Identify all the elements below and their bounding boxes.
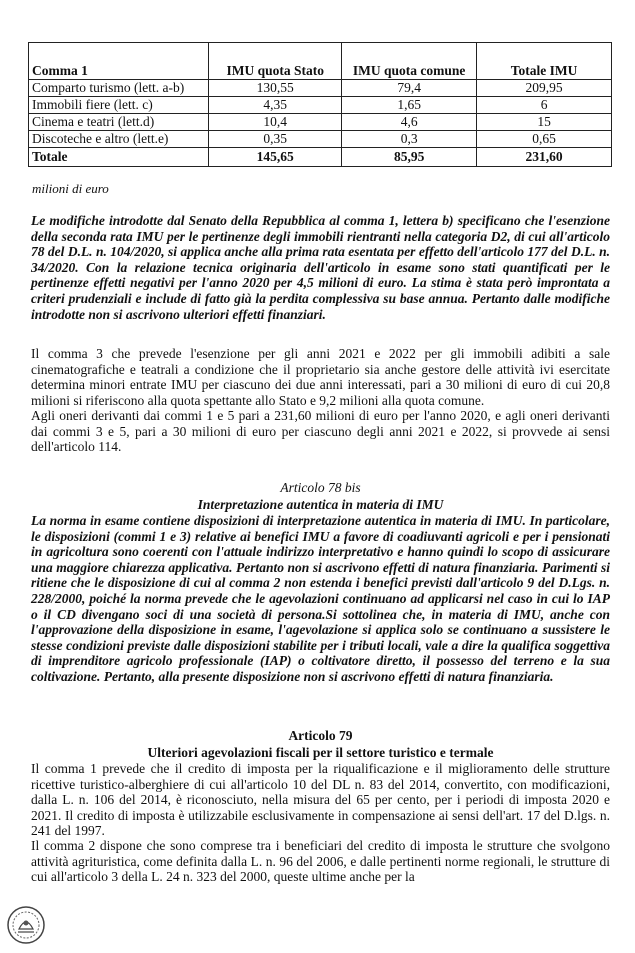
table-cell: 0,3 <box>342 131 477 148</box>
table-cell: 85,95 <box>342 148 477 167</box>
table-cell: 231,60 <box>477 148 612 167</box>
senate-amendment-paragraph: Le modifiche introdotte dal Senato della Repubblica al comma 1, lettera b) specificano che l'esenzione della seconda rata IMU per le pertinenze degli immobili rientranti nella categoria D2, di cui all'articolo 78 del D.L. n. 104/2020, si applica anche alla prima rata esentata per effetto dell'articolo 177 del D.L. n. 34/2020. Con la relazione tecnica originaria dell'articolo in esame sono stati quantificati per le pertinenze effetti negativi per l'anno 2020 per 4,5 milioni di euro. La stima è stata però improntata a criteri prudenziali e include di fatto già la perdita complessiva su base annua. Pertanto dalle modifiche introdotte non si ascrivono ulteriori effetti finanziari. <box>31 213 610 322</box>
table-cell: Immobili fiere (lett. c) <box>29 97 209 114</box>
table-cell: 0,65 <box>477 131 612 148</box>
table-cell: 6 <box>477 97 612 114</box>
table-cell: 15 <box>477 114 612 131</box>
table-row <box>29 131 612 148</box>
table-header-cell: IMU quota comune <box>342 43 477 80</box>
table-total-row <box>29 148 612 167</box>
table-row <box>29 80 612 97</box>
paragraph: Il comma 1 prevede che il credito di imposta per la riqualificazione e il miglioramento delle strutture ricettive turistico-alberghiere di cui all'articolo 10 del DL n. 83 del 2014, convertito, con modificazioni, dalla L. n. 106 del 2014, è riconosciuto, nella misura del 65 per cento, per i periodi di imposta 2020 e 2021. Il credito di imposta è utilizzabile esclusivamente in compensazione ai sensi dell'art. 17 del D.lgs. n. 241 del 1997. <box>31 761 610 839</box>
table-header-cell: Totale IMU <box>477 43 612 80</box>
imu-table <box>28 42 612 167</box>
article-79-subtitle: Ulteriori agevolazioni fiscali per il settore turistico e termale <box>147 745 494 760</box>
table-cell: 10,4 <box>209 114 342 131</box>
table-cell: Cinema e teatri (lett.d) <box>29 114 209 131</box>
table-cell: 209,95 <box>477 80 612 97</box>
table-cell: 0,35 <box>209 131 342 148</box>
paragraph: Il comma 3 che prevede l'esenzione per gli anni 2021 e 2022 per gli immobili adibiti a sale cinematografiche e teatrali a condizione che il proprietario sia anche gestore delle attività ivi esercitate determina minori entrate IMU per ciascuno dei due anni interessati, pari a 30 milioni di euro di cui 20,8 milioni si riferiscono alla quota spettante allo Stato e 9,2 milioni alla quota comune. <box>31 346 610 408</box>
table-cell: 79,4 <box>342 80 477 97</box>
table-cell: 130,55 <box>209 80 342 97</box>
paragraph: Il comma 2 dispone che sono comprese tra i beneficiari del credito di imposta le strutture che svolgono attività agrituristica, come definita dalla L. n. 96 del 2006, e dalle pertinenti norme regionali, le strutture di cui all'articolo 3 della L. 24 n. 323 del 2000, queste ultime anche per la <box>31 838 610 885</box>
table-cell: 4,6 <box>342 114 477 131</box>
table-caption: milioni di euro <box>32 181 109 196</box>
table-header-cell: IMU quota Stato <box>209 43 342 80</box>
table-cell: 1,65 <box>342 97 477 114</box>
article-79-title: Articolo 79 <box>288 728 353 743</box>
table-cell: 145,65 <box>209 148 342 167</box>
table-cell: Discoteche e altro (lett.e) <box>29 131 209 148</box>
table-cell: Totale <box>29 148 209 167</box>
seal-icon <box>6 905 46 945</box>
table-row <box>29 97 612 114</box>
table-cell: Comparto turismo (lett. a-b) <box>29 80 209 97</box>
article-78bis-body: La norma in esame contiene disposizioni di interpretazione autentica in materia di IMU. In particolare, le disposizioni (commi 1 e 3) relative ai benefici IMU a favore di coadiuvanti agricoli e per i pensionati in agricoltura sono coerenti con l'attuale indirizzo interpretativo e hanno quindi lo scopo di assicurare una maggiore chiarezza applicativa. Pertanto non si ascrivono effetti di natura finanziaria. Parimenti si ritiene che le disposizione di cui al comma 2 non estenda i benefici previsti dall'articolo 9 del D.Lgs. n. 228/2000, poiché la norma prevede che le agevolazioni continuano ad applicarsi nel caso in cui lo IAP o il CD divengano soci di una società di persona.Si sottolinea che, in materia di IMU, anche con l'approvazione della disposizione in esame, l'agevolazione si applica solo se continuano a sussistere le stesse condizioni previste dalle disposizioni stabilite per i tributi locali, vale a dire la qualifica soggettiva di imprenditore agricolo professionale (IAP) o coltivatore diretto, il possesso del terreno e la sua coltivazione. Pertanto, alla presente disposizione non si ascrivono effetti di natura finanziaria. <box>31 513 610 684</box>
paragraph: Agli oneri derivanti dai commi 1 e 5 pari a 231,60 milioni di euro per l'anno 2020, e agli oneri derivanti dai commi 3 e 5, pari a 30 milioni di euro per ciascuno degli anni 2021 e 2022, si provvede ai sensi dell'articolo 114. <box>31 408 610 455</box>
table-header-cell: Comma 1 <box>29 43 209 80</box>
table-row <box>29 114 612 131</box>
article-78bis-title: Articolo 78 bis <box>280 480 361 495</box>
article-78bis-subtitle: Interpretazione autentica in materia di IMU <box>197 497 444 512</box>
table-header-row <box>29 43 612 80</box>
table-cell: 4,35 <box>209 97 342 114</box>
